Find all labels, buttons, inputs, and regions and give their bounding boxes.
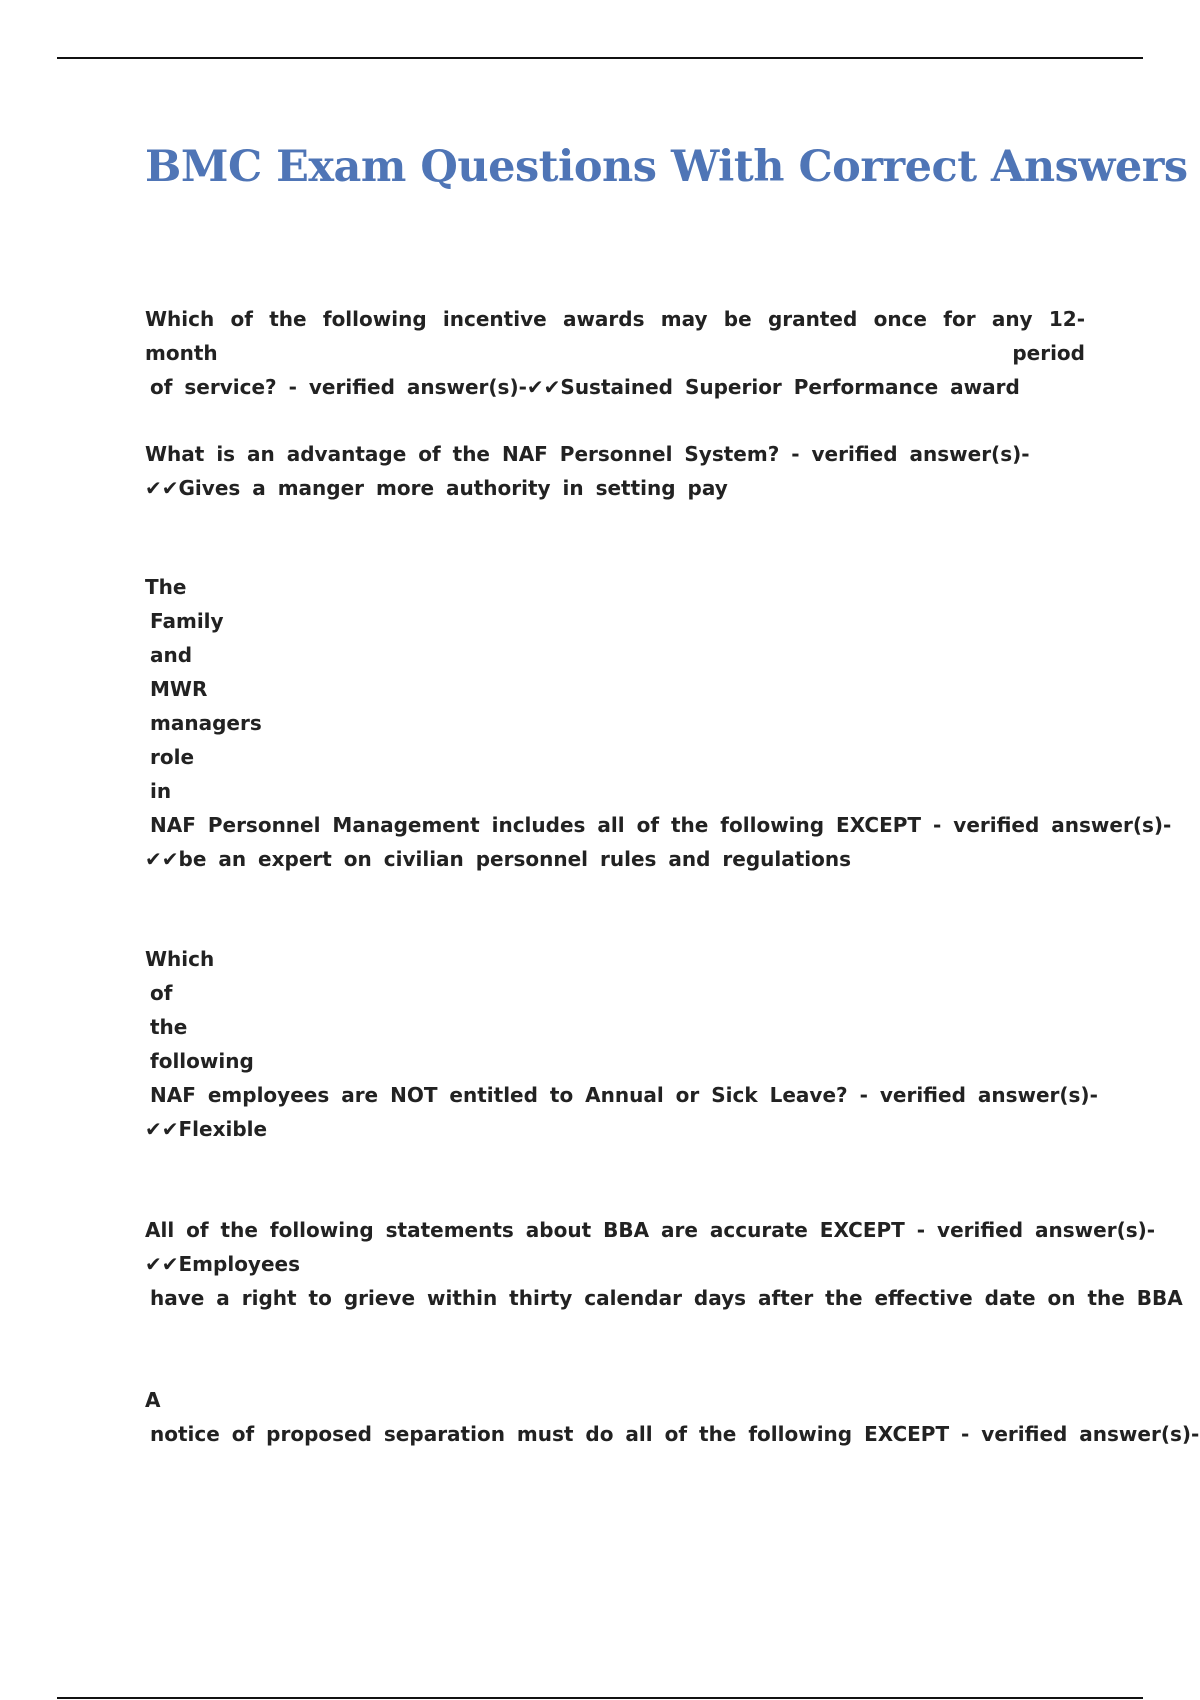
question-text: following [150, 1049, 254, 1073]
question-text: notice of proposed separation must do all of the following EXCEPT - verified answer(s)- [150, 1422, 1200, 1446]
question-text: Family [150, 609, 224, 633]
question-text: A [145, 1388, 161, 1412]
question-text: Which [145, 947, 215, 971]
qa-item [145, 942, 1098, 1146]
question-text: managers [150, 711, 262, 735]
answer-text: ✔✔Flexible [145, 1117, 268, 1141]
question-text: of [150, 981, 173, 1005]
question-text: NAF Personnel Management includes all of the following EXCEPT - verified answer(s)- [150, 813, 1172, 837]
question-text: All of the following statements about BBA are accurate EXCEPT - verified answer(s)- [145, 1218, 1156, 1242]
answer-text: of service? - verified answer(s)-✔✔Sustained Superior Performance award [150, 375, 1020, 399]
qa-item [145, 1213, 1183, 1315]
answer-text: ✔✔Employees [145, 1252, 300, 1276]
answer-text: have a right to grieve within thirty calendar days after the effective date on the BBA [150, 1286, 1183, 1310]
header-rule [57, 57, 1143, 59]
qa-item [145, 437, 1085, 505]
question-text: Which of the following incentive awards may be granted once for any 12-month period [145, 307, 1085, 365]
question-text: the [150, 1015, 188, 1039]
qa-item [145, 570, 1172, 876]
document-title: BMC Exam Questions With Correct Answers [145, 142, 1188, 192]
answer-text: ✔✔be an expert on civilian personnel rules and regulations [145, 847, 852, 871]
question-text: NAF employees are NOT entitled to Annual or Sick Leave? - verified answer(s)- [150, 1083, 1098, 1107]
qa-item [145, 302, 1085, 404]
question-text: MWR [150, 677, 208, 701]
footer-rule [57, 1697, 1143, 1699]
question-text: and [150, 643, 193, 667]
question-text: in [150, 779, 172, 803]
question-text: What is an advantage of the NAF Personnel System? - verified answer(s)- [145, 442, 1030, 466]
qa-item [145, 1383, 1200, 1451]
answer-text: ✔✔Gives a manger more authority in setting pay [145, 476, 728, 500]
question-text: role [150, 745, 195, 769]
question-text: The [145, 575, 187, 599]
